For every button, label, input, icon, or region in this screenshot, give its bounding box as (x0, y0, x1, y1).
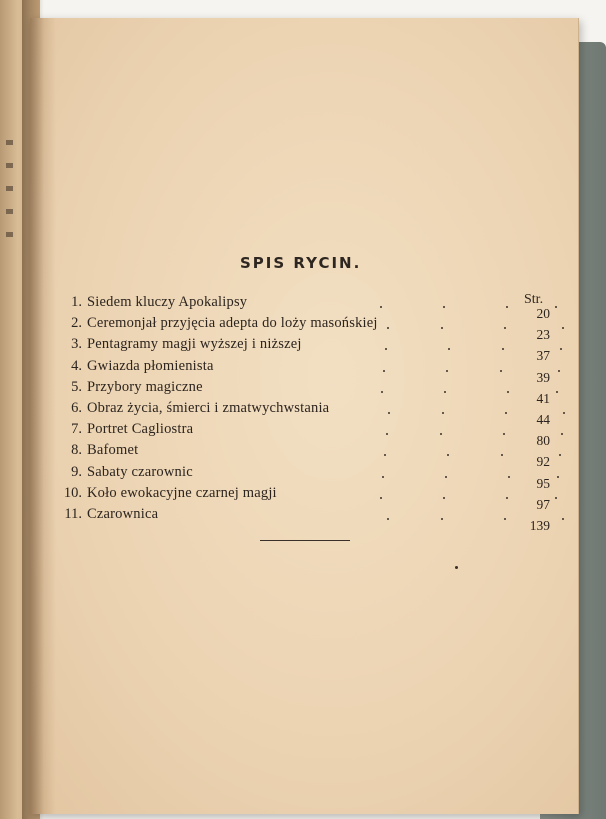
entry-number: 9. (71, 463, 82, 480)
list-item (60, 462, 550, 491)
entry-page-number: 39 (536, 369, 550, 385)
list-item (60, 313, 550, 343)
entry-number: 4. (71, 357, 82, 374)
entry-number: 5. (71, 378, 82, 395)
list-item (60, 398, 550, 427)
entry-page-number: 20 (536, 306, 550, 321)
spine-shadow (22, 0, 44, 819)
entry-page-number: 41 (536, 390, 550, 406)
entry-page-number: 23 (536, 327, 550, 343)
entry-title: Portret Cagliostra (87, 421, 194, 438)
entry-number: 10. (63, 484, 82, 501)
entry-number: 7. (71, 421, 82, 438)
entry-title: Czarownica (87, 505, 159, 522)
entry-title: Pentagramy magji wyższej i niższej (87, 336, 302, 353)
entry-title: Siedem kluczy Apokalipsy (87, 294, 248, 310)
closing-rule (260, 540, 350, 541)
page-column-label: Str. (524, 292, 544, 307)
entry-page-number: 37 (536, 348, 550, 364)
entry-page-number: 92 (536, 454, 550, 470)
entry-number: 6. (71, 399, 82, 416)
list-item (60, 356, 550, 385)
entry-title: Gwiazda płomienista (87, 357, 214, 374)
list-item (60, 377, 550, 406)
entry-title: Koło ewokacyjne czarnej magji (87, 484, 277, 501)
ink-speck (455, 566, 458, 569)
page-title: SPIS RYCIN. (240, 254, 362, 272)
entry-title: Ceremonjał przyjęcia adepta do loży masońskiej (87, 315, 378, 332)
entry-title: Bafomet (87, 442, 139, 459)
entry-page-number: 44 (536, 411, 550, 427)
entry-number: 1. (71, 294, 82, 310)
entry-title: Przybory magiczne (87, 378, 203, 395)
contents-list (60, 292, 550, 533)
list-item (60, 483, 550, 512)
entry-page-number: 80 (536, 433, 550, 449)
entry-number: 2. (71, 315, 82, 332)
list-item (60, 419, 550, 449)
list-item (60, 504, 550, 533)
entry-page-number: 95 (536, 475, 550, 491)
list-item (60, 292, 550, 321)
list-item (60, 334, 550, 364)
entry-title: Obraz życia, śmierci i zmatwychwstania (87, 399, 330, 416)
entry-page-number: 139 (529, 517, 550, 533)
entry-title: Sabaty czarownic (87, 463, 193, 480)
entry-number: 3. (71, 336, 82, 353)
list-item (60, 440, 550, 470)
left-page-marks (2, 140, 18, 280)
entry-number: 8. (71, 442, 82, 459)
entry-page-number: 97 (536, 496, 550, 512)
entry-number: 11. (64, 505, 82, 522)
